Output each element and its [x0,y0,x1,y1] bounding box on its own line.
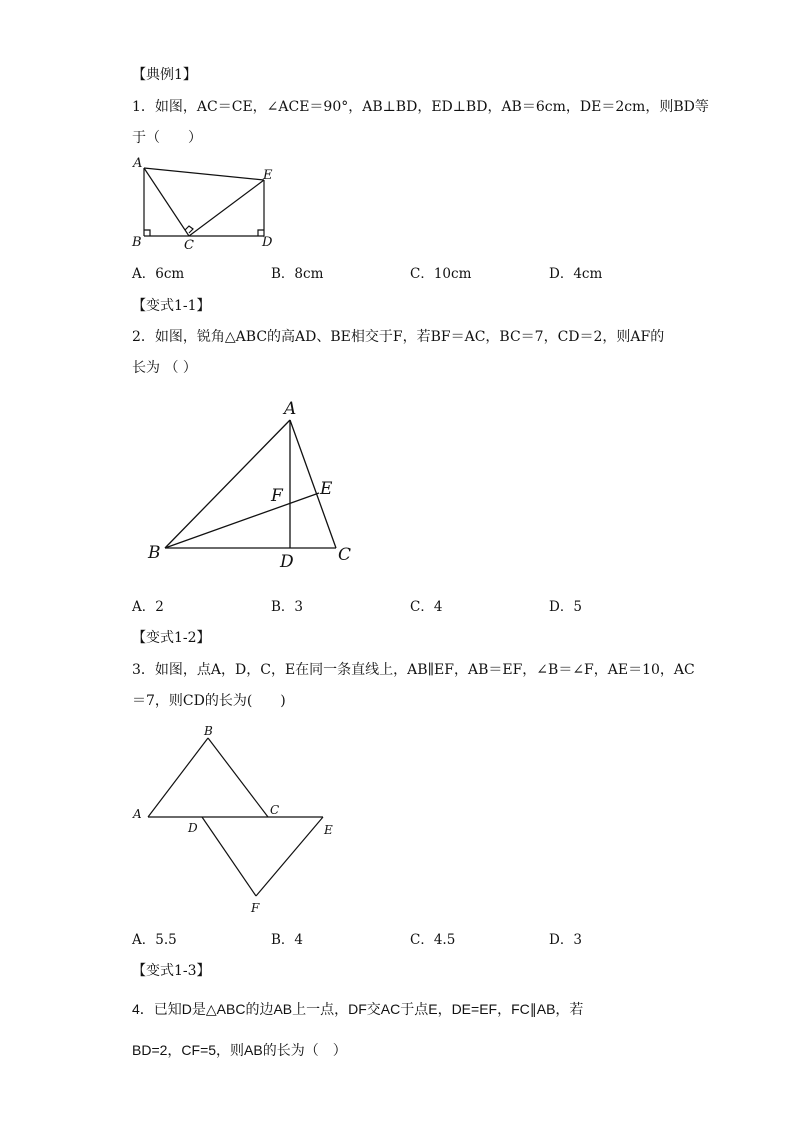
q1-label-e: E [263,168,273,183]
q3-segment-bc [208,738,268,817]
q2-segment-ab [165,420,290,548]
q3-diagram-svg [128,720,348,920]
q3-label-d: D [188,821,198,835]
q2-text-line-1: 2．如图，锐角△ABC的高AD、BE相交于F，若BF＝AC，BC＝7，CD＝2，则AF的 [132,329,665,345]
q2-text-line-2: 长为 （ ） [132,360,197,376]
q1-segment-ce [189,180,264,236]
q2-label-e: E [320,479,333,499]
section-heading-variant-1-3: 【变式1-3】 [132,963,211,979]
q3-option-a[interactable]: A．5.5 [132,932,177,948]
q1-segment-ac [144,168,189,236]
q2-option-d[interactable]: D．5 [549,599,582,615]
q1-label-a: A [133,156,143,171]
q2-label-a: A [284,399,297,419]
q2-diagram-svg [140,392,370,577]
q1-text-line-2: 于（ ） [132,130,202,146]
q3-segment-ef [256,817,323,896]
q2-label-c: C [338,545,352,565]
q3-figure [128,720,348,920]
q1-option-b[interactable]: B．8cm [271,266,324,282]
q1-label-b: B [132,235,142,250]
q1-option-c[interactable]: C．10cm [410,266,472,282]
q2-label-d: D [280,552,294,572]
q3-option-c[interactable]: C．4.5 [410,932,456,948]
q3-label-c: C [270,803,280,817]
q3-label-a: A [133,807,142,821]
q1-option-a[interactable]: A．6cm [132,266,185,282]
q3-label-e: E [324,823,333,837]
q1-diagram-svg [128,152,288,257]
section-heading-variant-1-2: 【变式1-2】 [132,630,211,646]
section-heading-example-1: 【典例1】 [132,67,197,83]
q4-text-line-2: BD=2，CF=5，则AB的长为（ ） [132,1042,347,1058]
q1-right-angle-b [144,230,150,236]
section-heading-variant-1-1: 【变式1-1】 [132,298,211,314]
q2-option-b[interactable]: B．3 [271,599,304,615]
q3-text-line-1: 3．如图，点A，D，C，E在同一条直线上，AB∥EF，AB＝EF，∠B＝∠F，AE＝10，AC [132,662,695,678]
q3-option-b[interactable]: B．4 [271,932,304,948]
q4-text-line-1: 4．已知D是△ABC的边AB上一点，DF交AC于点E，DE=EF，FC∥AB，若 [132,1001,584,1017]
q3-label-f: F [251,901,260,915]
q1-figure [128,152,288,257]
q2-label-f: F [271,486,283,506]
q2-label-b: B [148,543,161,563]
q2-option-a[interactable]: A．2 [132,599,164,615]
q3-label-b: B [204,724,213,738]
q3-segment-ab [148,738,208,817]
q3-segment-fd [202,817,256,896]
q3-text-line-2: ＝7，则CD的长为( ) [132,693,286,709]
q1-label-c: C [184,238,194,253]
q1-segment-ae [144,168,264,180]
q2-segment-be [165,493,319,548]
q2-option-c[interactable]: C．4 [410,599,443,615]
q1-label-d: D [262,235,273,250]
q1-option-d[interactable]: D．4cm [549,266,603,282]
q2-figure [140,392,370,577]
q3-option-d[interactable]: D．3 [549,932,582,948]
q1-text-line-1: 1．如图，AC＝CE，∠ACE＝90°，AB⊥BD，ED⊥BD，AB＝6cm，DE＝2cm，则BD等 [132,99,709,115]
